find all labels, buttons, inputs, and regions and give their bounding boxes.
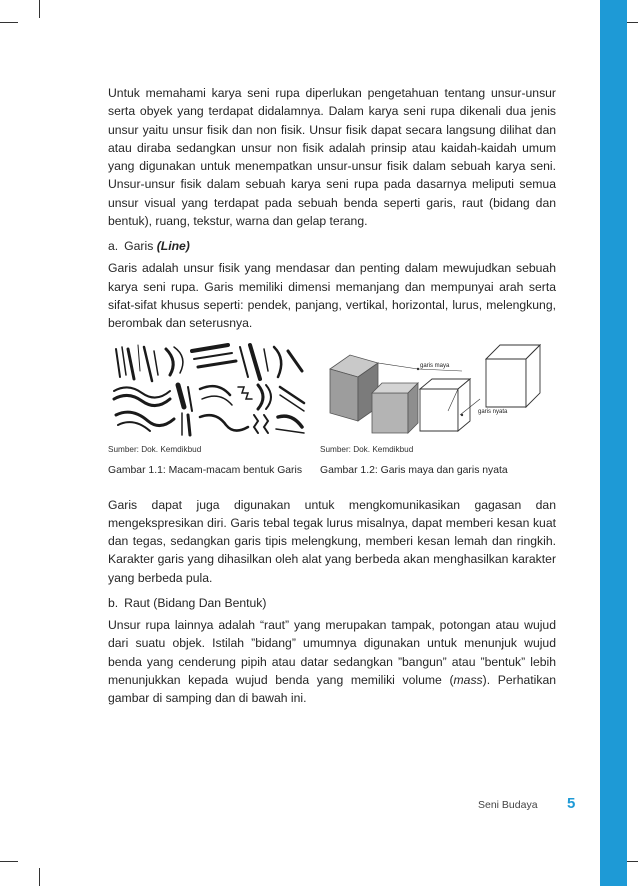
page-edge-bar: [600, 0, 627, 886]
section-b-text-start: Unsur rupa lainnya adalah “raut” yang merupakan tampak, potongan atau wujud dari suatu objek. Istilah ”bidang” umumnya digunakan untuk menunjuk wujud benda yang cenderung pipih atau datar sedangkan ”bangun” atau ”bentuk” lebih menunjukkan kepada wujud benda yang memiliki volume (: [108, 618, 556, 687]
crop-mark: [0, 22, 18, 23]
line-types-illustration: [108, 341, 308, 439]
shaded-cube-front: [330, 369, 358, 421]
section-b-heading: [108, 594, 556, 612]
page-content: [108, 84, 556, 708]
figure-1-1-caption: Gambar 1.1: Macam-macam bentuk Garis: [108, 464, 303, 476]
outline-cube-front: [486, 359, 526, 407]
section-b-text-italic: mass: [453, 672, 483, 687]
figure-1-2-caption: Gambar 1.2: Garis maya dan garis nyata: [320, 464, 508, 476]
figures-row: [108, 341, 556, 488]
section-b-title: Raut (Bidang Dan Bentuk): [124, 596, 267, 611]
figure-1-2-source: Sumber: Dok. Kemdikbud: [320, 444, 414, 454]
crop-mark: [39, 0, 40, 18]
section-a-number: a.: [108, 239, 119, 254]
page-number: 5: [567, 795, 576, 812]
section-a-paragraph-2: Garis dapat juga digunakan untuk mengkomunikasikan gagasan dan mengekspresikan diri. Garis tebal tegak lurus misalnya, dapat memberi kesan kuat dan tegas, sedangkan garis tipis melengkung, memberi kesan lemah dan ringkih. Karakter garis yang dihasilkan oleh alat yang berbeda akan menghasilkan karakter yang berbeda pula.: [108, 497, 556, 585]
section-a-heading: [108, 237, 556, 255]
footer-book-title: Seni Budaya: [478, 799, 538, 811]
section-a-title: Garis: [124, 239, 154, 254]
section-b-number: b.: [108, 596, 119, 611]
section-b-paragraph: [108, 616, 556, 707]
crop-mark: [39, 868, 40, 886]
virtual-and-real-lines-illustration: [320, 341, 556, 439]
gray-cube-front: [372, 393, 408, 433]
label-garis-maya: garis maya: [420, 362, 450, 369]
section-a-subtitle: (Line): [156, 239, 190, 254]
crop-mark: [0, 861, 18, 862]
figure-1-1-source: Sumber: Dok. Kemdikbud: [108, 444, 202, 454]
wire-cube-front: [420, 389, 458, 431]
section-b-text-end: ). Perhatikan gambar di samping dan di bawah ini.: [108, 672, 556, 706]
section-a-paragraph-1: Garis adalah unsur fisik yang mendasar dan penting dalam mewujudkan sebuah karya seni rupa. Garis memiliki dimensi memanjang dan mempunyai arah serta sifat-sifat khusus seperti: pendek, panjang, vertikal, horizontal, lurus, melengkung, berombak dan seterusnya.: [108, 261, 556, 331]
label-garis-nyata: garis nyata: [478, 408, 508, 415]
intro-paragraph: Untuk memahami karya seni rupa diperlukan pengetahuan tentang unsur-unsur serta obyek yang terdapat didalamnya. Dalam karya seni rupa dikenali dua jenis unsur yaitu unsur fisik dan non fisik. Unsur fisik dapat secara langsung dilihat dan atau diraba sedangkan unsur non fisik adalah prinsip atau kaidah-kaidah umum yang digunakan untuk menempatkan unsur-unsur fisik dalam sebuah karya seni. Unsur-unsur fisik dalam sebuah karya seni rupa pada dasarnya meliputi semua unsur visual yang terdapat pada sebuah benda seperti garis, raut (bidang dan bentuk), ruang, tekstur, warna dan gelap terang.: [108, 86, 556, 229]
